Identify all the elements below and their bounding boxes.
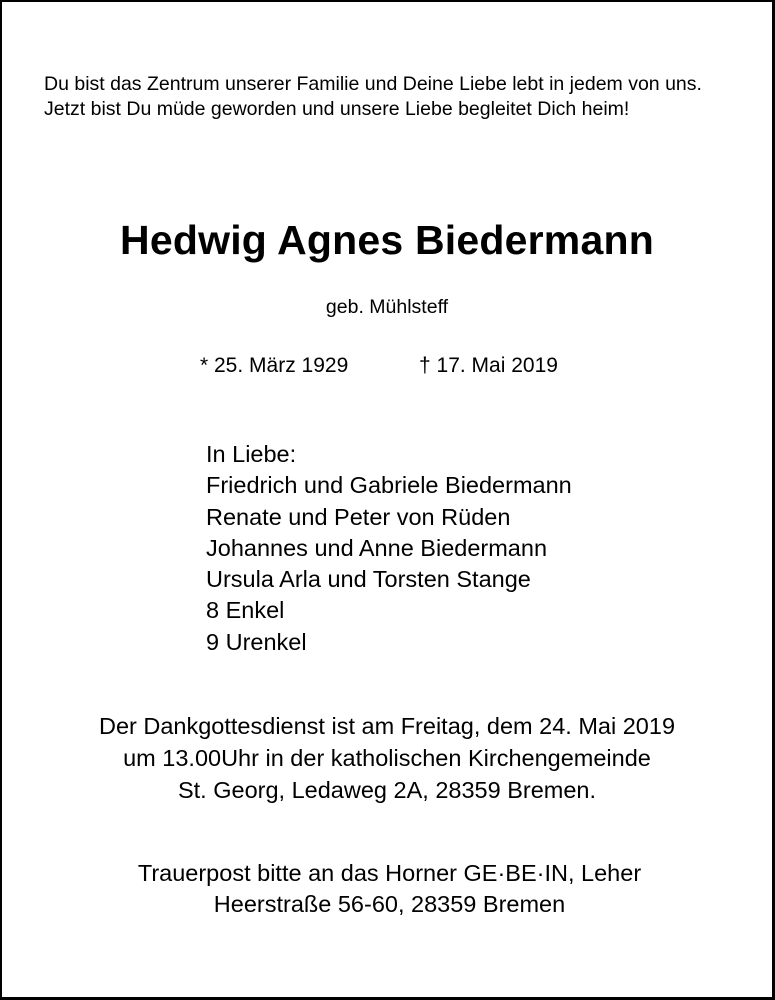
- condolence-mail-info: [2, 858, 775, 920]
- mourner-entry: Ursula Arla und Torsten Stange: [206, 566, 531, 593]
- death-date: † 17. Mai 2019: [419, 354, 558, 377]
- mourner-entry: 9 Urenkel: [206, 628, 307, 655]
- mail-line-1: Trauerpost bitte an das Horner GE·BE·IN, Leher: [137, 860, 642, 886]
- deceased-name: Hedwig Agnes Biedermann: [120, 217, 654, 263]
- intro-line-1: Du bist das Zentrum unserer Familie und Deine Liebe lebt in jedem von uns.: [44, 73, 702, 95]
- service-line-2: um 13.00Uhr in der katholischen Kirchengemeinde: [123, 745, 651, 771]
- service-info: [2, 710, 772, 806]
- birth-date: * 25. März 1929: [200, 354, 349, 377]
- mourner-entry: Renate und Peter von Rüden: [206, 503, 511, 530]
- mourners-heading: In Liebe:: [206, 441, 297, 467]
- intro-verse: [44, 72, 732, 122]
- maiden-name: geb. Mühlsteff: [325, 296, 449, 318]
- mourners-list: [206, 439, 572, 658]
- mail-line-2: Heerstraße 56-60, 28359 Bremen: [213, 891, 566, 917]
- mourner-entry: 8 Enkel: [206, 597, 285, 624]
- service-line-1: Der Dankgottesdienst ist am Freitag, dem 24. Mai 2019: [98, 713, 676, 739]
- mourner-entry: Friedrich und Gabriele Biedermann: [206, 472, 572, 499]
- intro-line-2: Jetzt bist Du müde geworden und unsere Liebe begleitet Dich heim!: [44, 98, 630, 120]
- mourner-entry: Johannes und Anne Biedermann: [206, 534, 548, 561]
- service-line-3: St. Georg, Ledaweg 2A, 28359 Bremen.: [177, 777, 597, 803]
